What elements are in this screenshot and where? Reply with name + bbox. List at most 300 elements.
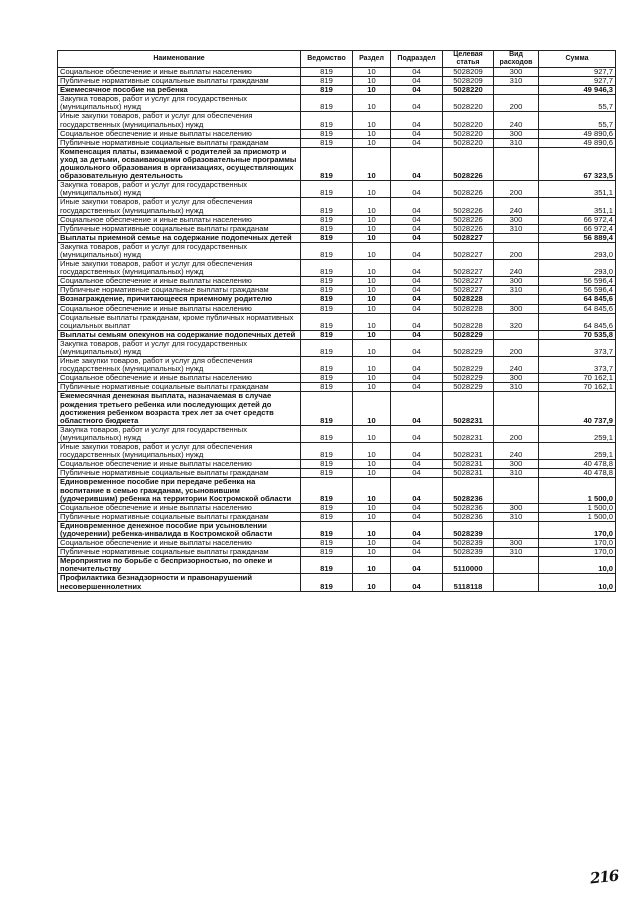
cell-name: Социальное обеспечение и иные выплаты населению: [58, 374, 301, 383]
cell-subsection: 04: [391, 95, 443, 112]
cell-subsection: 04: [391, 224, 443, 233]
table-row: [58, 138, 616, 147]
cell-expense-type: 240: [494, 198, 539, 215]
cell-department: 819: [301, 86, 353, 95]
cell-subsection: 04: [391, 215, 443, 224]
cell-name: Социальное обеспечение и иные выплаты населению: [58, 215, 301, 224]
cell-amount: 66 972,4: [539, 224, 616, 233]
budget-table-sheet: [57, 50, 615, 592]
cell-section: 10: [353, 512, 391, 521]
cell-name: Иные закупки товаров, работ и услуг для обеспечения государственных (муниципальных) нужд: [58, 260, 301, 277]
table-row: [58, 512, 616, 521]
cell-expense-type: 240: [494, 260, 539, 277]
cell-target-article: 5028228: [443, 304, 494, 313]
table-row: [58, 233, 616, 242]
header-amount: Сумма: [539, 51, 616, 68]
cell-target-article: 5028227: [443, 260, 494, 277]
cell-expense-type: 300: [494, 503, 539, 512]
table-row: [58, 425, 616, 442]
cell-target-article: 5028226: [443, 198, 494, 215]
cell-amount: 64 845,6: [539, 313, 616, 330]
cell-section: 10: [353, 521, 391, 538]
cell-section: 10: [353, 357, 391, 374]
cell-section: 10: [353, 574, 391, 591]
cell-section: 10: [353, 425, 391, 442]
table-row: [58, 112, 616, 129]
cell-subsection: 04: [391, 138, 443, 147]
cell-target-article: 5028228: [443, 295, 494, 304]
header-expense-type: Вид расходов: [494, 51, 539, 68]
cell-section: 10: [353, 147, 391, 180]
cell-subsection: 04: [391, 233, 443, 242]
cell-expense-type: 310: [494, 77, 539, 86]
cell-name: Ежемесячное пособие на ребенка: [58, 86, 301, 95]
cell-amount: 1 500,0: [539, 503, 616, 512]
cell-department: 819: [301, 339, 353, 356]
cell-subsection: 04: [391, 574, 443, 591]
cell-department: 819: [301, 478, 353, 503]
cell-amount: 49 890,6: [539, 138, 616, 147]
cell-section: 10: [353, 548, 391, 557]
cell-department: 819: [301, 138, 353, 147]
cell-section: 10: [353, 277, 391, 286]
cell-expense-type: 240: [494, 443, 539, 460]
cell-subsection: 04: [391, 198, 443, 215]
cell-amount: 49 890,6: [539, 129, 616, 138]
cell-section: 10: [353, 68, 391, 77]
cell-subsection: 04: [391, 68, 443, 77]
cell-amount: 293,0: [539, 242, 616, 259]
cell-subsection: 04: [391, 521, 443, 538]
cell-department: 819: [301, 286, 353, 295]
cell-name: Ежемесячная денежная выплата, назначаемая в случае рождения третьего ребенка или последующих детей до достижения ребенком возраста трех лет за счет средств областного бюджета: [58, 392, 301, 425]
cell-target-article: 5028227: [443, 277, 494, 286]
cell-target-article: 5028236: [443, 512, 494, 521]
cell-name: Социальное обеспечение и иные выплаты населению: [58, 68, 301, 77]
cell-section: 10: [353, 215, 391, 224]
table-row: [58, 129, 616, 138]
cell-section: 10: [353, 339, 391, 356]
cell-section: 10: [353, 129, 391, 138]
cell-subsection: 04: [391, 478, 443, 503]
table-row: [58, 68, 616, 77]
cell-subsection: 04: [391, 86, 443, 95]
table-row: [58, 224, 616, 233]
cell-department: 819: [301, 469, 353, 478]
cell-target-article: 5028227: [443, 242, 494, 259]
table-row: [58, 374, 616, 383]
cell-amount: 10,0: [539, 574, 616, 591]
cell-target-article: 5028220: [443, 86, 494, 95]
table-row: [58, 242, 616, 259]
cell-amount: 10,0: [539, 557, 616, 574]
cell-name: Социальное обеспечение и иные выплаты населению: [58, 539, 301, 548]
cell-department: 819: [301, 233, 353, 242]
cell-amount: 259,1: [539, 425, 616, 442]
cell-expense-type: 310: [494, 224, 539, 233]
cell-section: 10: [353, 242, 391, 259]
table-row: [58, 392, 616, 425]
cell-target-article: 5028229: [443, 330, 494, 339]
cell-expense-type: [494, 392, 539, 425]
cell-amount: 170,0: [539, 539, 616, 548]
cell-amount: 56 596,4: [539, 286, 616, 295]
cell-name: Публичные нормативные социальные выплаты гражданам: [58, 224, 301, 233]
table-row: [58, 339, 616, 356]
cell-target-article: 5028209: [443, 77, 494, 86]
cell-name: Социальное обеспечение и иные выплаты населению: [58, 460, 301, 469]
cell-amount: 170,0: [539, 521, 616, 538]
table-row: [58, 286, 616, 295]
cell-name: Закупка товаров, работ и услуг для государственных (муниципальных) нужд: [58, 425, 301, 442]
cell-name: Иные закупки товаров, работ и услуг для обеспечения государственных (муниципальных) нужд: [58, 112, 301, 129]
cell-expense-type: [494, 233, 539, 242]
cell-target-article: 5118118: [443, 574, 494, 591]
cell-department: 819: [301, 77, 353, 86]
table-row: [58, 443, 616, 460]
cell-expense-type: 310: [494, 286, 539, 295]
cell-expense-type: 240: [494, 112, 539, 129]
cell-target-article: 5028227: [443, 233, 494, 242]
cell-amount: 66 972,4: [539, 215, 616, 224]
cell-target-article: 5028220: [443, 112, 494, 129]
cell-section: 10: [353, 503, 391, 512]
header-section: Раздел: [353, 51, 391, 68]
table-row: [58, 557, 616, 574]
header-name: Наименование: [58, 51, 301, 68]
cell-section: 10: [353, 392, 391, 425]
cell-name: Закупка товаров, работ и услуг для государственных (муниципальных) нужд: [58, 95, 301, 112]
cell-department: 819: [301, 277, 353, 286]
cell-section: 10: [353, 374, 391, 383]
cell-subsection: 04: [391, 512, 443, 521]
table-row: [58, 181, 616, 198]
cell-section: 10: [353, 95, 391, 112]
header-department: Ведомство: [301, 51, 353, 68]
cell-department: 819: [301, 443, 353, 460]
table-row: [58, 330, 616, 339]
table-row: [58, 215, 616, 224]
cell-subsection: 04: [391, 181, 443, 198]
cell-target-article: 5028229: [443, 357, 494, 374]
cell-department: 819: [301, 260, 353, 277]
cell-section: 10: [353, 330, 391, 339]
table-row: [58, 260, 616, 277]
cell-department: 819: [301, 242, 353, 259]
cell-amount: 351,1: [539, 181, 616, 198]
cell-target-article: 5028229: [443, 339, 494, 356]
table-row: [58, 147, 616, 180]
cell-name: Публичные нормативные социальные выплаты гражданам: [58, 383, 301, 392]
cell-subsection: 04: [391, 260, 443, 277]
cell-section: 10: [353, 295, 391, 304]
cell-amount: 351,1: [539, 198, 616, 215]
cell-amount: 373,7: [539, 357, 616, 374]
cell-amount: 55,7: [539, 95, 616, 112]
cell-section: 10: [353, 478, 391, 503]
cell-amount: 1 500,0: [539, 512, 616, 521]
cell-amount: 927,7: [539, 68, 616, 77]
cell-name: Социальные выплаты гражданам, кроме публичных нормативных социальных выплат: [58, 313, 301, 330]
cell-amount: 40 478,8: [539, 460, 616, 469]
cell-department: 819: [301, 95, 353, 112]
cell-expense-type: 300: [494, 304, 539, 313]
cell-name: Выплаты семьям опекунов на содержание подопечных детей: [58, 330, 301, 339]
cell-subsection: 04: [391, 339, 443, 356]
cell-section: 10: [353, 181, 391, 198]
cell-department: 819: [301, 224, 353, 233]
cell-subsection: 04: [391, 147, 443, 180]
cell-expense-type: 200: [494, 181, 539, 198]
cell-subsection: 04: [391, 460, 443, 469]
table-row: [58, 95, 616, 112]
cell-subsection: 04: [391, 129, 443, 138]
cell-name: Единовременное пособие при передаче ребенка на воспитание в семью гражданам, усыновившим (удочерившим) ребенка на территории Костромской области: [58, 478, 301, 503]
cell-section: 10: [353, 460, 391, 469]
cell-expense-type: 300: [494, 277, 539, 286]
cell-target-article: 5028226: [443, 181, 494, 198]
cell-name: Выплаты приемной семье на содержание подопечных детей: [58, 233, 301, 242]
cell-section: 10: [353, 198, 391, 215]
budget-table: [57, 50, 616, 592]
cell-amount: 259,1: [539, 443, 616, 460]
cell-expense-type: 300: [494, 460, 539, 469]
cell-department: 819: [301, 557, 353, 574]
cell-subsection: 04: [391, 469, 443, 478]
cell-name: Социальное обеспечение и иные выплаты населению: [58, 503, 301, 512]
cell-expense-type: 310: [494, 138, 539, 147]
cell-expense-type: 200: [494, 95, 539, 112]
cell-name: Публичные нормативные социальные выплаты гражданам: [58, 286, 301, 295]
table-row: [58, 539, 616, 548]
cell-name: Социальное обеспечение и иные выплаты населению: [58, 304, 301, 313]
cell-amount: 64 845,6: [539, 304, 616, 313]
header-subsection: Подраздел: [391, 51, 443, 68]
cell-expense-type: 200: [494, 425, 539, 442]
cell-department: 819: [301, 383, 353, 392]
cell-expense-type: 310: [494, 548, 539, 557]
handwritten-page-number: 216: [589, 866, 620, 888]
table-row: [58, 574, 616, 591]
cell-target-article: 5028231: [443, 392, 494, 425]
cell-subsection: 04: [391, 392, 443, 425]
cell-expense-type: 300: [494, 539, 539, 548]
cell-target-article: 5028231: [443, 425, 494, 442]
cell-amount: 56 596,4: [539, 277, 616, 286]
cell-expense-type: [494, 574, 539, 591]
table-row: [58, 198, 616, 215]
cell-department: 819: [301, 574, 353, 591]
cell-section: 10: [353, 443, 391, 460]
cell-name: Закупка товаров, работ и услуг для государственных (муниципальных) нужд: [58, 339, 301, 356]
cell-target-article: 5028231: [443, 460, 494, 469]
table-row: [58, 86, 616, 95]
cell-subsection: 04: [391, 443, 443, 460]
cell-name: Публичные нормативные социальные выплаты гражданам: [58, 469, 301, 478]
cell-department: 819: [301, 539, 353, 548]
cell-expense-type: 300: [494, 374, 539, 383]
cell-subsection: 04: [391, 383, 443, 392]
cell-department: 819: [301, 392, 353, 425]
cell-department: 819: [301, 112, 353, 129]
cell-name: Публичные нормативные социальные выплаты гражданам: [58, 77, 301, 86]
table-row: [58, 460, 616, 469]
cell-department: 819: [301, 181, 353, 198]
cell-target-article: 5028239: [443, 539, 494, 548]
cell-target-article: 5028228: [443, 313, 494, 330]
cell-target-article: 5028227: [443, 286, 494, 295]
table-row: [58, 548, 616, 557]
cell-amount: 40 478,8: [539, 469, 616, 478]
cell-department: 819: [301, 503, 353, 512]
cell-subsection: 04: [391, 77, 443, 86]
cell-name: Закупка товаров, работ и услуг для государственных (муниципальных) нужд: [58, 242, 301, 259]
cell-expense-type: 300: [494, 68, 539, 77]
cell-section: 10: [353, 86, 391, 95]
table-row: [58, 503, 616, 512]
cell-department: 819: [301, 215, 353, 224]
cell-amount: 70 162,1: [539, 383, 616, 392]
cell-section: 10: [353, 313, 391, 330]
cell-amount: 1 500,0: [539, 478, 616, 503]
cell-expense-type: 200: [494, 339, 539, 356]
cell-subsection: 04: [391, 313, 443, 330]
cell-expense-type: 310: [494, 512, 539, 521]
cell-target-article: 5028236: [443, 478, 494, 503]
cell-amount: 927,7: [539, 77, 616, 86]
table-row: [58, 383, 616, 392]
cell-section: 10: [353, 304, 391, 313]
cell-target-article: 5028226: [443, 147, 494, 180]
cell-target-article: 5028236: [443, 503, 494, 512]
cell-department: 819: [301, 147, 353, 180]
cell-subsection: 04: [391, 374, 443, 383]
cell-section: 10: [353, 469, 391, 478]
cell-subsection: 04: [391, 286, 443, 295]
cell-name: Закупка товаров, работ и услуг для государственных (муниципальных) нужд: [58, 181, 301, 198]
cell-department: 819: [301, 295, 353, 304]
cell-amount: 70 162,1: [539, 374, 616, 383]
cell-department: 819: [301, 357, 353, 374]
cell-amount: 40 737,9: [539, 392, 616, 425]
table-row: [58, 357, 616, 374]
cell-expense-type: 300: [494, 129, 539, 138]
cell-section: 10: [353, 286, 391, 295]
cell-name: Публичные нормативные социальные выплаты гражданам: [58, 512, 301, 521]
cell-expense-type: [494, 147, 539, 180]
table-row: [58, 313, 616, 330]
cell-target-article: 5028229: [443, 374, 494, 383]
cell-amount: 293,0: [539, 260, 616, 277]
cell-target-article: 5110000: [443, 557, 494, 574]
cell-target-article: 5028239: [443, 521, 494, 538]
cell-name: Компенсация платы, взимаемой с родителей за присмотр и уход за детьми, осваивающими образовательные программы дошкольного образования в организациях, осуществляющих образовательную деятельность: [58, 147, 301, 180]
table-row: [58, 521, 616, 538]
cell-subsection: 04: [391, 357, 443, 374]
cell-department: 819: [301, 129, 353, 138]
cell-department: 819: [301, 198, 353, 215]
cell-expense-type: [494, 86, 539, 95]
cell-department: 819: [301, 374, 353, 383]
table-row: [58, 469, 616, 478]
cell-name: Публичные нормативные социальные выплаты гражданам: [58, 138, 301, 147]
cell-name: Профилактика безнадзорности и правонарушений несовершеннолетних: [58, 574, 301, 591]
cell-name: Мероприятия по борьбе с беспризорностью, по опеке и попечительству: [58, 557, 301, 574]
cell-expense-type: 310: [494, 469, 539, 478]
cell-subsection: 04: [391, 242, 443, 259]
cell-target-article: 5028231: [443, 469, 494, 478]
cell-subsection: 04: [391, 539, 443, 548]
cell-name: Иные закупки товаров, работ и услуг для обеспечения государственных (муниципальных) нужд: [58, 198, 301, 215]
cell-section: 10: [353, 138, 391, 147]
cell-amount: 70 535,8: [539, 330, 616, 339]
cell-name: Социальное обеспечение и иные выплаты населению: [58, 277, 301, 286]
cell-name: Социальное обеспечение и иные выплаты населению: [58, 129, 301, 138]
cell-subsection: 04: [391, 112, 443, 129]
cell-subsection: 04: [391, 503, 443, 512]
cell-expense-type: 240: [494, 357, 539, 374]
table-body: [58, 68, 616, 592]
cell-section: 10: [353, 77, 391, 86]
cell-department: 819: [301, 313, 353, 330]
cell-department: 819: [301, 330, 353, 339]
table-row: [58, 478, 616, 503]
cell-name: Иные закупки товаров, работ и услуг для обеспечения государственных (муниципальных) нужд: [58, 357, 301, 374]
cell-section: 10: [353, 112, 391, 129]
cell-target-article: 5028220: [443, 95, 494, 112]
cell-expense-type: [494, 478, 539, 503]
cell-department: 819: [301, 521, 353, 538]
cell-amount: 56 889,4: [539, 233, 616, 242]
cell-amount: 67 323,5: [539, 147, 616, 180]
cell-subsection: 04: [391, 425, 443, 442]
cell-expense-type: 310: [494, 383, 539, 392]
cell-section: 10: [353, 260, 391, 277]
cell-subsection: 04: [391, 548, 443, 557]
cell-subsection: 04: [391, 304, 443, 313]
cell-department: 819: [301, 68, 353, 77]
cell-target-article: 5028229: [443, 383, 494, 392]
cell-department: 819: [301, 425, 353, 442]
cell-target-article: 5028220: [443, 129, 494, 138]
cell-name: Вознаграждение, причитающееся приемному родителю: [58, 295, 301, 304]
cell-section: 10: [353, 539, 391, 548]
table-header: [58, 51, 616, 68]
cell-subsection: 04: [391, 557, 443, 574]
cell-expense-type: [494, 557, 539, 574]
cell-department: 819: [301, 512, 353, 521]
cell-name: Единовременное денежное пособие при усыновлении (удочерении) ребенка-инвалида в Костромской области: [58, 521, 301, 538]
header-target-article: Целевая статья: [443, 51, 494, 68]
cell-section: 10: [353, 557, 391, 574]
cell-department: 819: [301, 304, 353, 313]
cell-expense-type: 320: [494, 313, 539, 330]
table-row: [58, 295, 616, 304]
cell-expense-type: [494, 521, 539, 538]
cell-target-article: 5028209: [443, 68, 494, 77]
cell-expense-type: 200: [494, 242, 539, 259]
cell-target-article: 5028226: [443, 215, 494, 224]
cell-amount: 49 946,3: [539, 86, 616, 95]
cell-amount: 373,7: [539, 339, 616, 356]
cell-name: Публичные нормативные социальные выплаты гражданам: [58, 548, 301, 557]
cell-expense-type: 300: [494, 215, 539, 224]
table-row: [58, 304, 616, 313]
cell-subsection: 04: [391, 295, 443, 304]
cell-expense-type: [494, 330, 539, 339]
cell-department: 819: [301, 460, 353, 469]
cell-department: 819: [301, 548, 353, 557]
